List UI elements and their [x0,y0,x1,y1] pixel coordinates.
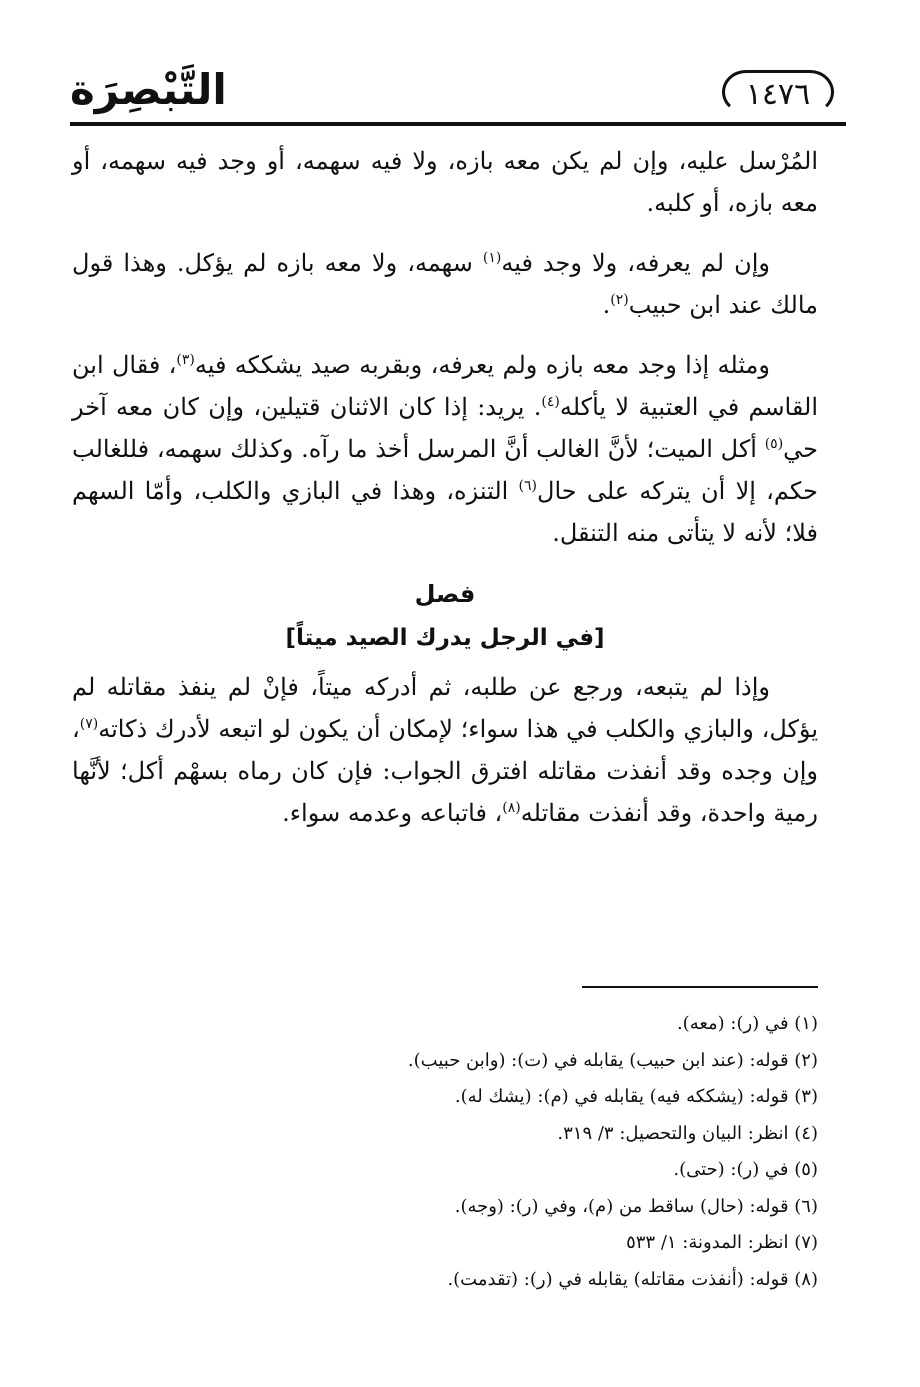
footnote-ref-2: (٢) [610,292,629,308]
paragraph-3-text-a: ومثله إذا وجد معه بازه ولم يعرفه، وبقربه صيد يشككه فيه [194,351,771,379]
footnote-1: (١) في (ر): (معه). [676,1013,818,1034]
paragraph-4-text-b: ، وإن وجده وقد أنفذت مقاتله افترق الجواب: فإن كان رماه بسهْم أكل؛ لأنَّها رمية واحدة، وقد أنفذت مقاتله [72,715,818,827]
footnote-6: (٦) قوله: (حال) ساقط من (م)، وفي (ر): (وجه). [454,1195,818,1217]
main-text [72,140,818,852]
section-heading: فصل [414,580,476,608]
footnote-ref-4: (٤) [541,394,560,410]
paragraph-3-text-c: . يريد: إذا كان الاثنان قتيلين، وإن كان معه آخر حي [72,393,818,463]
paragraph-4 [72,666,818,834]
book-title: التَّبْصِرَة [70,65,227,114]
footnote-ref-1: (١) [482,250,502,266]
page-number: ١٤٧٦ [722,70,834,114]
section-subheading: [في الرجل يدرك الصيد ميتاً] [285,625,605,651]
footnote-5: (٥) في (ر): (حتى). [673,1159,818,1180]
footnote-2: (٢) قوله: (عند ابن حبيب) يقابله في (ت): (وابن حبيب). [407,1049,818,1071]
paragraph-3-text-d: أكل الميت؛ لأنَّ الغالب أنَّ المرسل أخذ ما رآه. وكذلك سهمه، فللغالب حكم، إلا أن يتركه على حال [72,435,818,505]
paragraph-4-text-a: وإذا لم يتبعه، ورجع عن طلبه، ثم أدركه ميتاً، فإنْ لم ينفذ مقاتله لم يؤكل، والبازي والكلب في هذا سواء؛ لإمكان أن يكون لو اتبعه لأدرك ذكاته [72,673,818,743]
footnote-7: (٧) انظر: المدونة: ١/ ٥٣٣ [626,1232,818,1253]
footnote-4: (٤) انظر: البيان والتحصيل: ٣/ ٣١٩. [557,1122,818,1144]
footnotes [72,1006,818,1298]
header-rule [70,122,846,126]
footnote-ref-3: (٣) [176,352,195,368]
paragraph-2-text-b: سهمه، ولا معه بازه لم يؤكل. وهذا قول مالك عند ابن حبيب [72,249,818,319]
paragraph-1: المُرْسل عليه، وإن لم يكن معه بازه، ولا فيه سهمه، أو وجد فيه سهمه، أو معه بازه، أو كلبه. [72,147,818,217]
footnote-3: (٣) قوله: (يشككه فيه) يقابله في (م): (يشك له). [454,1086,818,1107]
paragraph-2-text-c: . [602,291,611,319]
paragraph-3-text-e: التنزه، وهذا في البازي والكلب، وأمّا السهم فلا؛ لأنه لا يتأتى منه التنقل. [72,477,818,547]
paragraph-4-text-c: ، فاتباعه وعدمه سواء. [282,799,503,827]
footnote-ref-6: (٦) [518,478,538,494]
footnote-separator [582,986,818,988]
paragraph-3-text-b: ، فقال ابن القاسم في العتبية لا يأكله [72,351,818,421]
paragraph-3 [72,344,818,554]
paragraph-2 [72,242,818,326]
footnote-ref-5: (٥) [764,436,784,452]
paragraph-2-text-a: وإن لم يعرفه، ولا وجد فيه [501,249,770,277]
footnote-ref-7: (٧) [79,716,99,732]
footnote-ref-8: (٨) [502,800,521,816]
page-header [70,62,846,126]
footnote-8: (٨) قوله: (أنفذت مقاتله) يقابله في (ر): (تقدمت). [447,1268,818,1290]
